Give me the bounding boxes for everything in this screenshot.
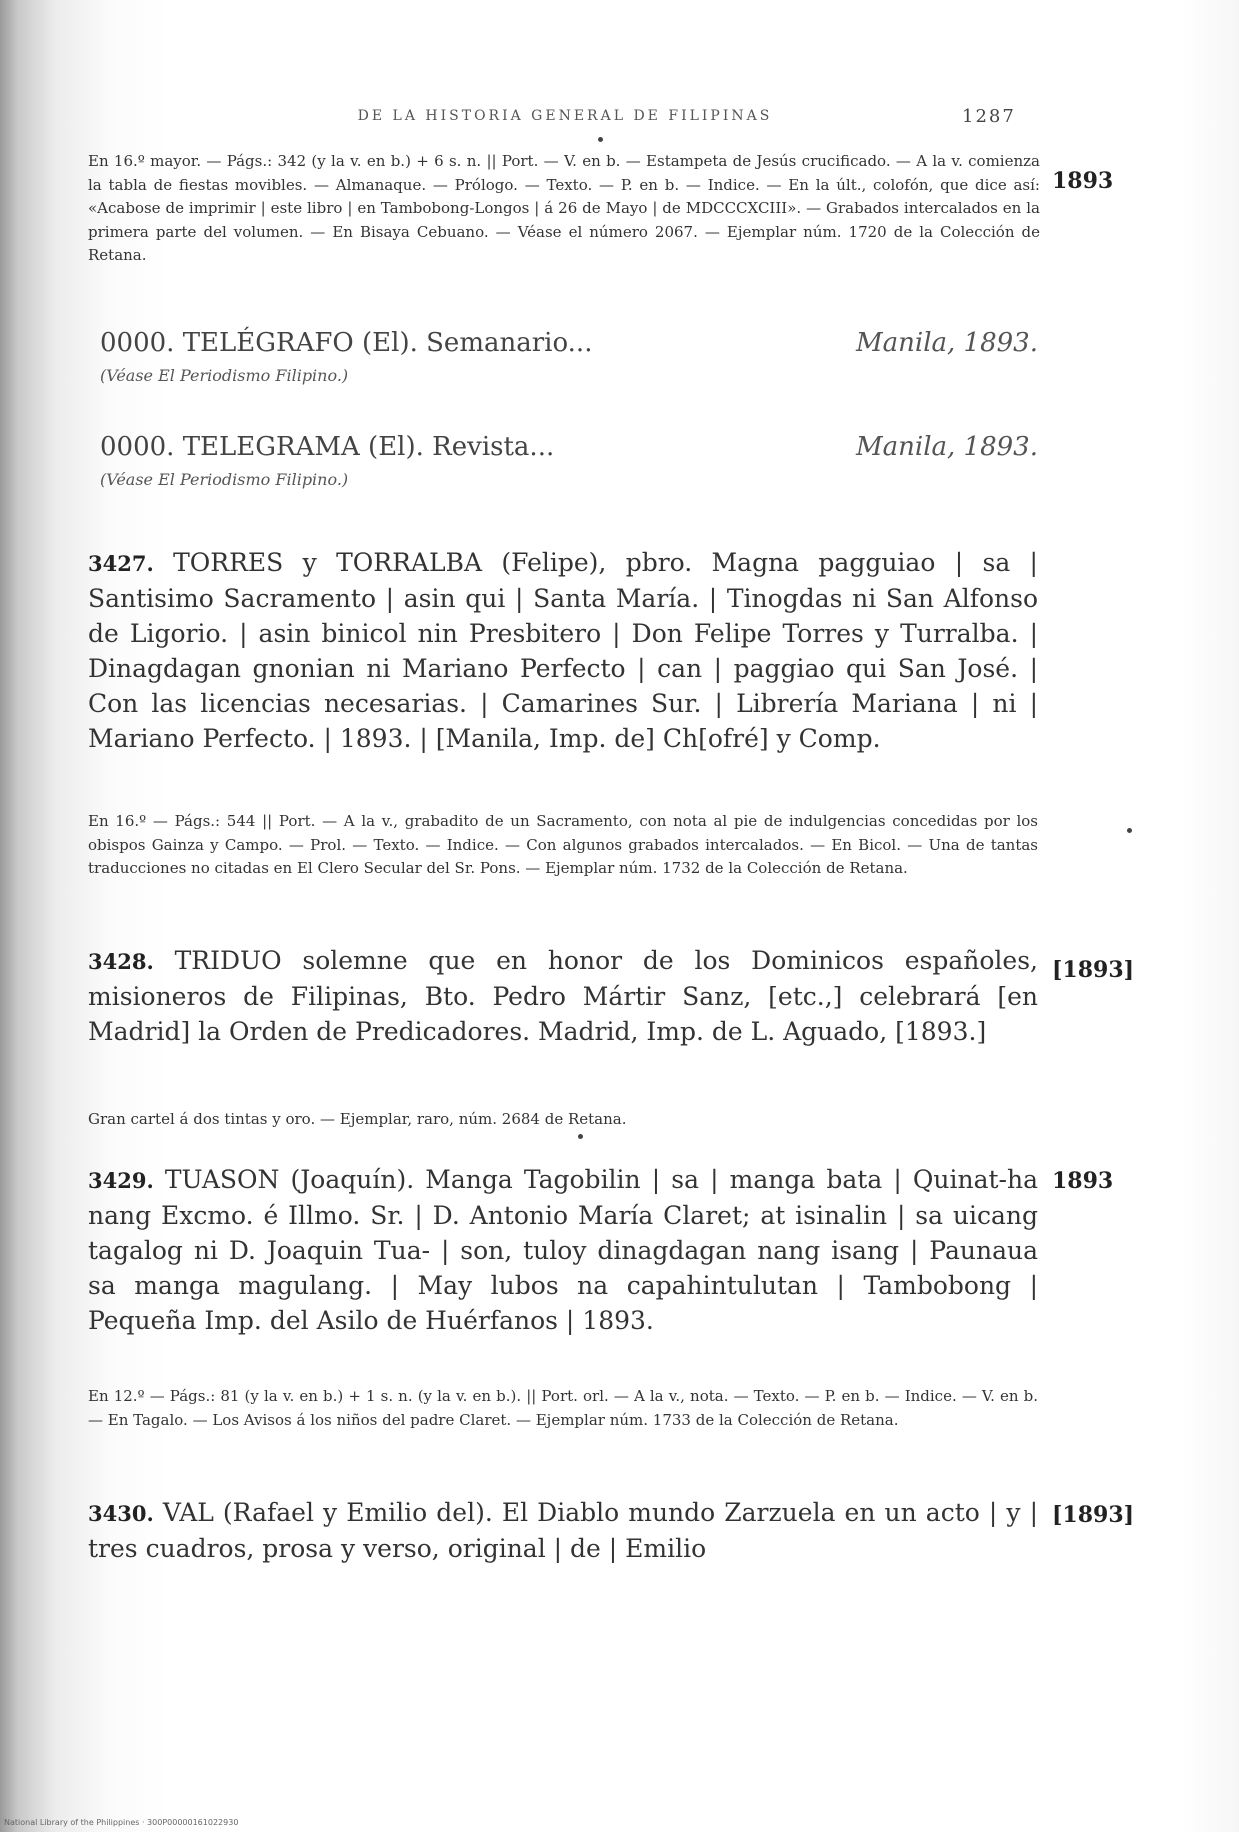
entry-3428 [88,943,1038,1049]
entry-text: TUASON (Joaquín). Manga Tagobilin | sa | manga bata | Quinat-ha nang Excmo. é Illmo. Sr. | D. Antonio María Claret; at isinalin | sa uicang tagalog ni D. Joaquin Tua- | son, tuloy dinagdagan nang isang | Paunaua sa manga magulang. | May lubos na capahintulutan | Tambobong | Pequeña Imp. del Asilo de Huérfanos | 1893. [88,1165,1038,1335]
entry-3427 [88,545,1038,756]
running-header: DE LA HISTORIA GENERAL DE FILIPINAS [357,108,773,124]
xref-text: TELEGRAMA (El). Revista... [182,432,555,462]
entry-text: VAL (Rafael y Emilio del). El Diablo mundo Zarzuela en un acto | y | tres cuadros, prosa y verso, original | de | Emilio [88,1498,1038,1563]
xref-place: Manila, 1893. [856,432,1038,462]
top-note: En 16.º mayor. — Págs.: 342 (y la v. en b.) + 6 s. n. || Port. — V. en b. — Estampeta de Jesús crucificado. — A la v. comienza la tabla de fiestas movibles. — Almanaque. — Prólogo. — Texto. — P. en b. — Indice. — En la últ., colofón, que dice así: «Acabose de imprimir | este libro | en Tambobong-Longos | á 26 de Mayo | de MDCCCXCIII». — Grabados intercalados en la primera parte del volumen. — En Bisaya Cebuano. — Véase el número 2067. — Ejemplar núm. 1720 de la Colección de Retana. [88,152,1040,264]
entry-3429-note: En 12.º — Págs.: 81 (y la v. en b.) + 1 s. n. (y la v. en b.). || Port. orl. — A la v., nota. — Texto. — P. en b. — Indice. — V. en b. — En Tagalo. — Los Avisos á los niños del padre Claret. — Ejemplar núm. 1733 de la Colección de Retana. [88,1387,1038,1429]
page-number: 1287 [962,106,1016,127]
entry-3430 [88,1495,1038,1566]
entry-3429 [88,1162,1038,1338]
speck-mark [598,137,603,142]
entry-number: 3427. [88,551,154,576]
entry-number: 3428. [88,949,154,974]
xref-number: 0000. [100,328,175,358]
speck-mark [578,1134,583,1139]
xref-telegrama [100,432,1038,489]
entry-3428-note: Gran cartel á dos tintas y oro. — Ejemplar, raro, núm. 2684 de Retana. [88,1110,627,1128]
entry-number: 3430. [88,1501,154,1526]
xref-telegrafo [100,328,1038,385]
xref-number: 0000. [100,432,175,462]
entry-text: TRIDUO solemne que en honor de los Dominicos españoles, misioneros de Filipinas, Bto. Pedro Mártir Sanz, [etc.,] celebrará [en Madrid] la Orden de Predicadores. Madrid, Imp. de L. Aguado, [1893.] [88,946,1038,1046]
margin-year-3430: [1893] [1052,1502,1135,1528]
xref-see: (Véase El Periodismo Filipino.) [100,470,349,489]
speck-mark [1127,828,1132,833]
xref-place: Manila, 1893. [856,328,1038,358]
entry-number: 3429. [88,1168,154,1193]
margin-year-3428: [1893] [1052,957,1135,983]
margin-year-3429: 1893 [1052,1168,1114,1194]
margin-year-top: 1893 [1052,168,1114,194]
entry-3427-note: En 16.º — Págs.: 544 || Port. — A la v., grabadito de un Sacramento, con nota al pie de indulgencias concedidas por los obispos Gainza y Campo. — Prol. — Texto. — Indice. — Con algunos grabados intercalados. — En Bicol. — Una de tantas traducciones no citadas en El Clero Secular del Sr. Pons. — Ejemplar núm. 1732 de la Colección de Retana. [88,812,1038,877]
scan-footer: National Library of the Philippines · 300P00000161022930 [4,1818,239,1827]
xref-see: (Véase El Periodismo Filipino.) [100,366,349,385]
entry-text: TORRES y TORRALBA (Felipe), pbro. Magna pagguiao | sa | Santisimo Sacramento | asin qui | Santa María. | Tinogdas ni San Alfonso de Ligorio. | asin binicol nin Presbitero | Don Felipe Torres y Turralba. | Dinagdagan gnonian ni Mariano Perfecto | can | paggiao qui San José. | Con las licencias necesarias. | Camarines Sur. | Librería Mariana | ni | Mariano Perfecto. | 1893. | [Manila, Imp. de] Ch[ofré] y Comp. [88,548,1038,753]
xref-text: TELÉGRAFO (El). Semanario... [182,328,593,358]
